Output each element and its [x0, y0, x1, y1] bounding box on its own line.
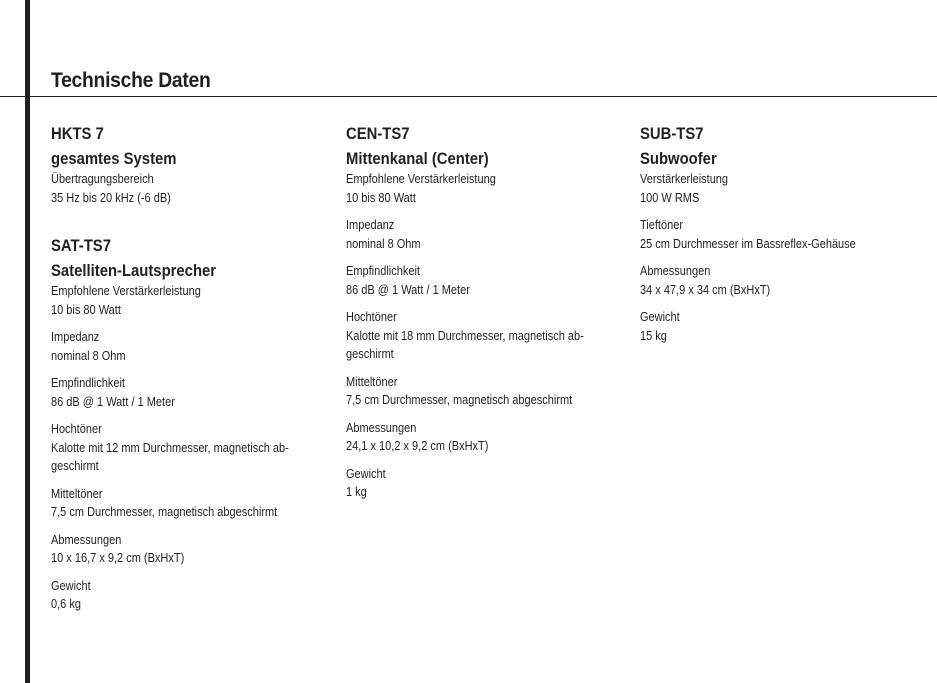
title-divider	[0, 96, 937, 97]
product-hkts7	[51, 123, 341, 207]
spec-value: 0,6 kg	[51, 597, 81, 611]
spec-value: 34 x 47,9 x 34 cm (BxHxT)	[640, 282, 771, 297]
spec-value: 86 dB @ 1 Watt / 1 Meter	[346, 282, 470, 297]
product-subtitle: Subwoofer	[640, 150, 717, 168]
spec-value: 10 bis 80 Watt	[346, 190, 416, 205]
page-title: Technische Daten	[51, 69, 211, 92]
spec-value-line-2: geschirmt	[346, 347, 394, 361]
spec-label: Verstärkerleistung	[640, 172, 729, 186]
spec-value: 25 cm Durchmesser im Bassreflex-Gehäuse	[640, 236, 856, 251]
spec-sensitivity	[51, 374, 341, 411]
spec-label: Hochtöner	[346, 310, 397, 324]
spec-value: 7,5 cm Durchmesser, magnetisch abgeschirmt	[51, 505, 278, 519]
spec-value: 86 dB @ 1 Watt / 1 Meter	[51, 394, 175, 409]
spec-value: 24,1 x 10,2 x 9,2 cm (BxHxT)	[346, 439, 489, 453]
product-model: SAT-TS7	[51, 237, 111, 255]
spec-label: Übertragungsbereich	[51, 172, 154, 186]
spec-value: 15 kg	[640, 328, 667, 343]
spec-dimensions	[51, 531, 341, 568]
product-subtitle: gesamtes System	[51, 150, 177, 168]
spec-amplifier-power	[51, 282, 341, 319]
spec-impedance	[51, 328, 341, 365]
spec-value: nominal 8 Ohm	[346, 236, 421, 251]
spec-label: Impedanz	[51, 330, 100, 344]
spec-label: Gewicht	[346, 466, 386, 481]
spec-value: 1 kg	[346, 485, 367, 499]
spec-label: Abmessungen	[640, 264, 711, 278]
spec-label: Gewicht	[640, 310, 680, 324]
spec-woofer	[640, 216, 930, 253]
spec-value-line-2: geschirmt	[51, 459, 99, 473]
product-sat-ts7	[51, 235, 341, 614]
spec-label: Abmessungen	[346, 420, 417, 435]
spec-column-3	[640, 123, 930, 345]
spec-weight	[51, 577, 341, 614]
spec-frequency-response	[51, 170, 341, 207]
spec-value: 10 bis 80 Watt	[51, 302, 121, 317]
product-subtitle: Satelliten-Lautsprecher	[51, 262, 217, 280]
spec-value: 100 W RMS	[640, 190, 700, 205]
spec-value-line-1: Kalotte mit 12 mm Durchmesser, magnetisch ab-	[51, 440, 289, 455]
product-cen-ts7	[346, 123, 636, 502]
spec-label: Empfohlene Verstärkerleistung	[51, 284, 201, 298]
spec-label: Gewicht	[51, 578, 91, 593]
spec-label: Empfindlichkeit	[51, 376, 125, 390]
spec-label: Abmessungen	[51, 532, 122, 547]
spec-label: Empfindlichkeit	[346, 264, 420, 278]
spec-dimensions	[640, 262, 930, 299]
spec-label: Mitteltöner	[51, 486, 103, 501]
spec-value: 10 x 16,7 x 9,2 cm (BxHxT)	[51, 551, 185, 565]
spec-value-line-1: Kalotte mit 18 mm Durchmesser, magnetisch ab-	[346, 328, 584, 343]
spec-label: Hochtöner	[51, 422, 102, 436]
spec-impedance	[346, 216, 636, 253]
spec-value: nominal 8 Ohm	[51, 348, 126, 363]
spec-tweeter	[51, 420, 341, 476]
spec-amplifier-power	[346, 170, 636, 207]
product-sub-ts7	[640, 123, 930, 345]
spec-value: 7,5 cm Durchmesser, magnetisch abgeschirmt	[346, 393, 573, 407]
left-margin-bar	[25, 0, 30, 683]
spec-tweeter	[346, 308, 636, 364]
spec-dimensions	[346, 419, 636, 456]
spec-label: Empfohlene Verstärkerleistung	[346, 172, 496, 186]
spec-midrange	[51, 485, 341, 522]
spec-column-1	[51, 123, 341, 614]
spec-label: Impedanz	[346, 218, 395, 232]
spec-label: Mitteltöner	[346, 374, 398, 389]
spec-amplifier-power	[640, 170, 930, 207]
spec-weight	[640, 308, 930, 345]
product-model: HKTS 7	[51, 125, 104, 143]
product-model: CEN-TS7	[346, 125, 410, 143]
spec-label: Tieftöner	[640, 218, 684, 232]
spec-column-2	[346, 123, 636, 502]
spec-value: 35 Hz bis 20 kHz (-6 dB)	[51, 190, 171, 205]
product-model: SUB-TS7	[640, 125, 704, 143]
spec-sensitivity	[346, 262, 636, 299]
product-subtitle: Mittenkanal (Center)	[346, 150, 489, 168]
spec-weight	[346, 465, 636, 502]
spec-midrange	[346, 373, 636, 410]
